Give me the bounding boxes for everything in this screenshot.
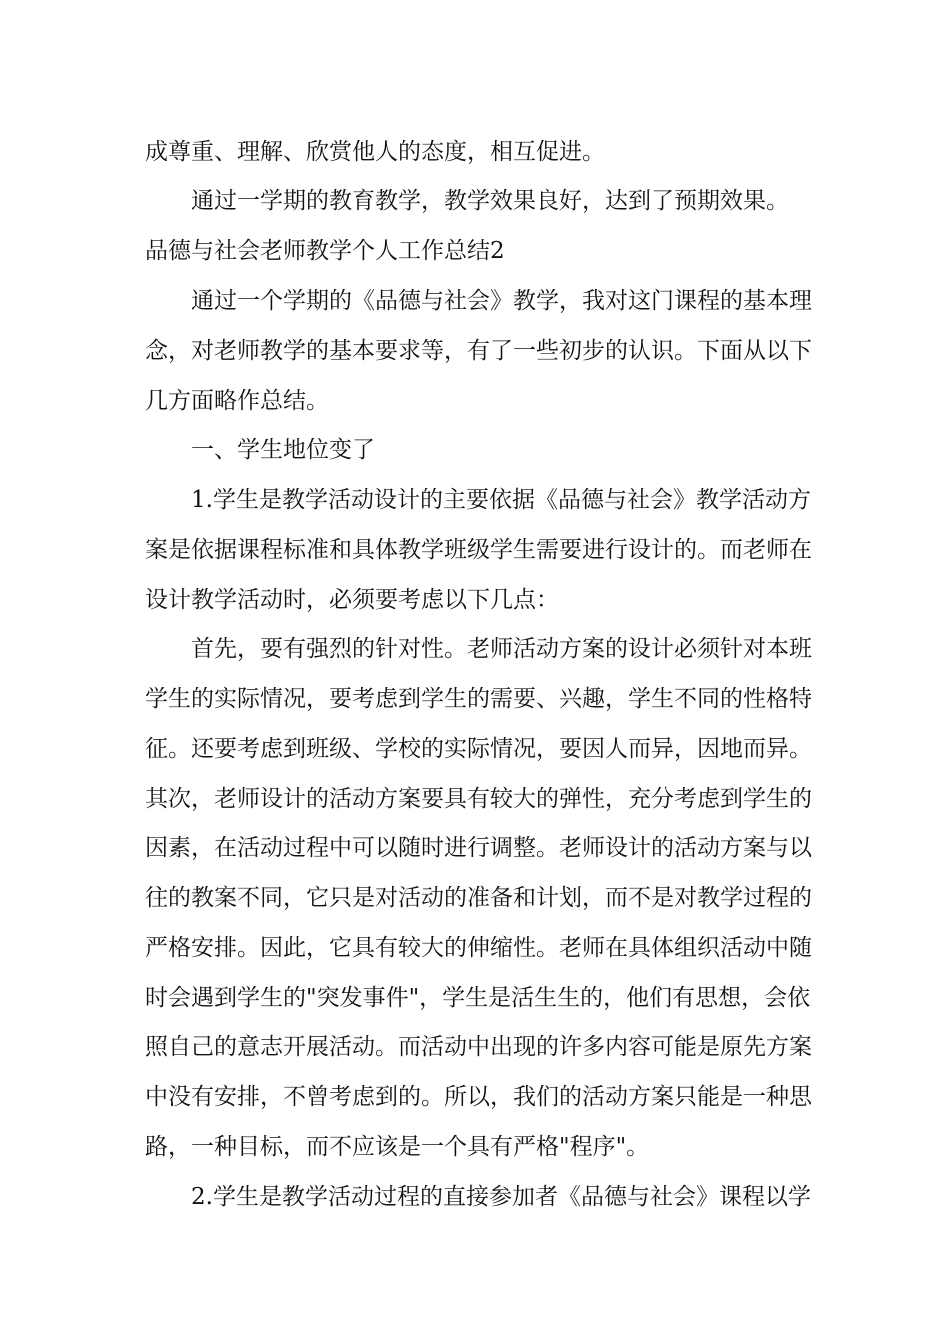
text-line: 1.学生是教学活动设计的主要依据《品德与社会》教学活动方 (145, 487, 811, 513)
text-line: 照自己的意志开展活动。而活动中出现的许多内容可能是原先方案 (145, 1034, 812, 1060)
text-line: 通过一个学期的《品德与社会》教学，我对这门课程的基本理 (145, 288, 812, 314)
text-line: 念，对老师教学的基本要求等，有了一些初步的认识。下面从以下 (145, 338, 812, 364)
text-line: 严格安排。因此，它具有较大的伸缩性。老师在具体组织活动中随 (145, 935, 812, 961)
text-line: 往的教案不同，它只是对活动的准备和计划，而不是对教学过程的 (145, 885, 812, 911)
text-line: 2.学生是教学活动过程的直接参加者《品德与社会》课程以学 (145, 1184, 811, 1210)
text-line: 成尊重、理解、欣赏他人的态度，相互促进。 (145, 139, 605, 165)
text-line: 案是依据课程标准和具体教学班级学生需要进行设计的。而老师在 (145, 537, 812, 563)
text-line: 路，一种目标，而不应该是一个具有严格"程序"。 (145, 1134, 650, 1160)
text-line: 时会遇到学生的"突发事件"，学生是活生生的，他们有思想，会依 (145, 985, 811, 1011)
text-line: 设计教学活动时，必须要考虑以下几点： (145, 587, 559, 613)
text-line: 中没有安排，不曾考虑到的。所以，我们的活动方案只能是一种思 (145, 1084, 812, 1110)
text-line: 其次，老师设计的活动方案要具有较大的弹性，充分考虑到学生的 (145, 786, 812, 812)
text-line: 通过一学期的教育教学，教学效果良好，达到了预期效果。 (145, 188, 789, 214)
text-line: 因素，在活动过程中可以随时进行调整。老师设计的活动方案与以 (145, 835, 812, 861)
text-line: 学生的实际情况，要考虑到学生的需要、兴趣，学生不同的性格特 (145, 686, 812, 712)
text-line: 征。还要考虑到班级、学校的实际情况，要因人而异，因地而异。 (145, 736, 812, 762)
text-line: 一、学生地位变了 (145, 437, 375, 463)
section-heading: 品德与社会老师教学个人工作总结2 (145, 238, 505, 264)
text-line: 首先，要有强烈的针对性。老师活动方案的设计必须针对本班 (145, 636, 812, 662)
text-line: 几方面略作总结。 (145, 388, 329, 414)
